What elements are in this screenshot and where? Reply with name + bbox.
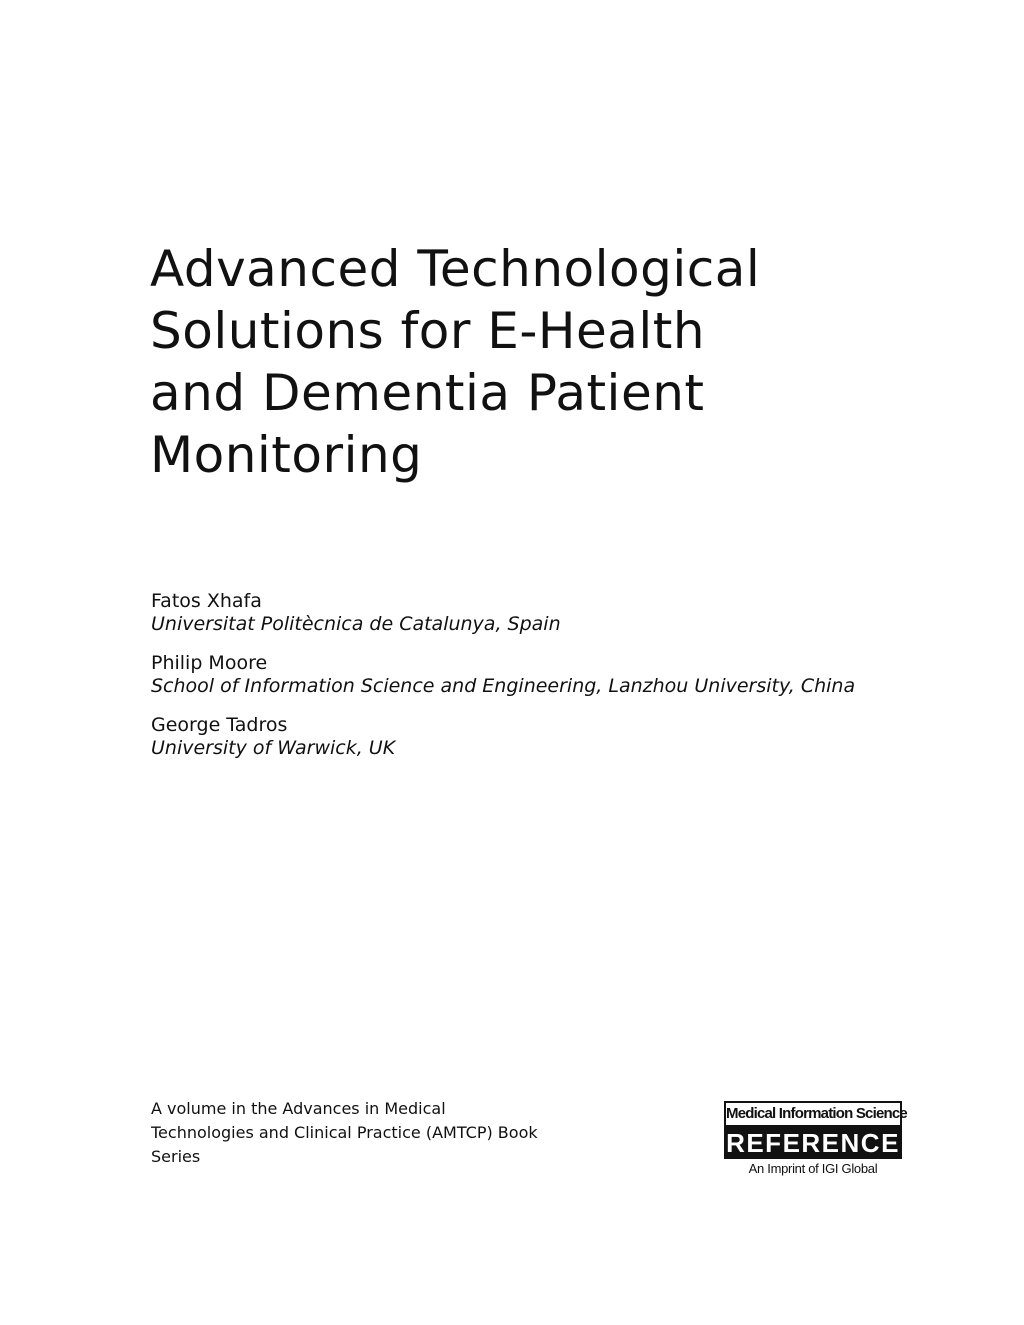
author-affiliation: School of Information Science and Engineering, Lanzhou University, China: [151, 675, 856, 697]
book-title-line: Monitoring: [150, 426, 423, 484]
book-title-line: Advanced Technological: [150, 240, 761, 298]
author-name: Fatos Xhafa: [151, 590, 262, 612]
publisher-imprint: An Imprint of IGI Global: [748, 1161, 878, 1176]
author-entry: [151, 590, 951, 636]
publisher-logo-reference: REFERENCE: [724, 1127, 902, 1159]
author-entry: [151, 652, 951, 698]
series-note-line: Series: [151, 1147, 201, 1166]
book-title-line: Solutions for E-Health: [150, 302, 706, 360]
series-note-line: A volume in the Advances in Medical: [151, 1099, 446, 1118]
author-name: Philip Moore: [151, 652, 268, 674]
publisher-logo: [724, 1101, 907, 1179]
series-note: [151, 1097, 571, 1169]
book-title: [150, 238, 910, 486]
publisher-logo-top: Medical Information Science: [724, 1101, 902, 1127]
author-list: [151, 590, 951, 776]
author-affiliation: University of Warwick, UK: [151, 737, 396, 759]
book-title-line: and Dementia Patient: [150, 364, 705, 422]
series-note-line: Technologies and Clinical Practice (AMTCP) Book: [151, 1123, 538, 1142]
author-entry: [151, 714, 951, 760]
author-affiliation: Universitat Politècnica de Catalunya, Spain: [151, 613, 561, 635]
author-name: George Tadros: [151, 714, 288, 736]
